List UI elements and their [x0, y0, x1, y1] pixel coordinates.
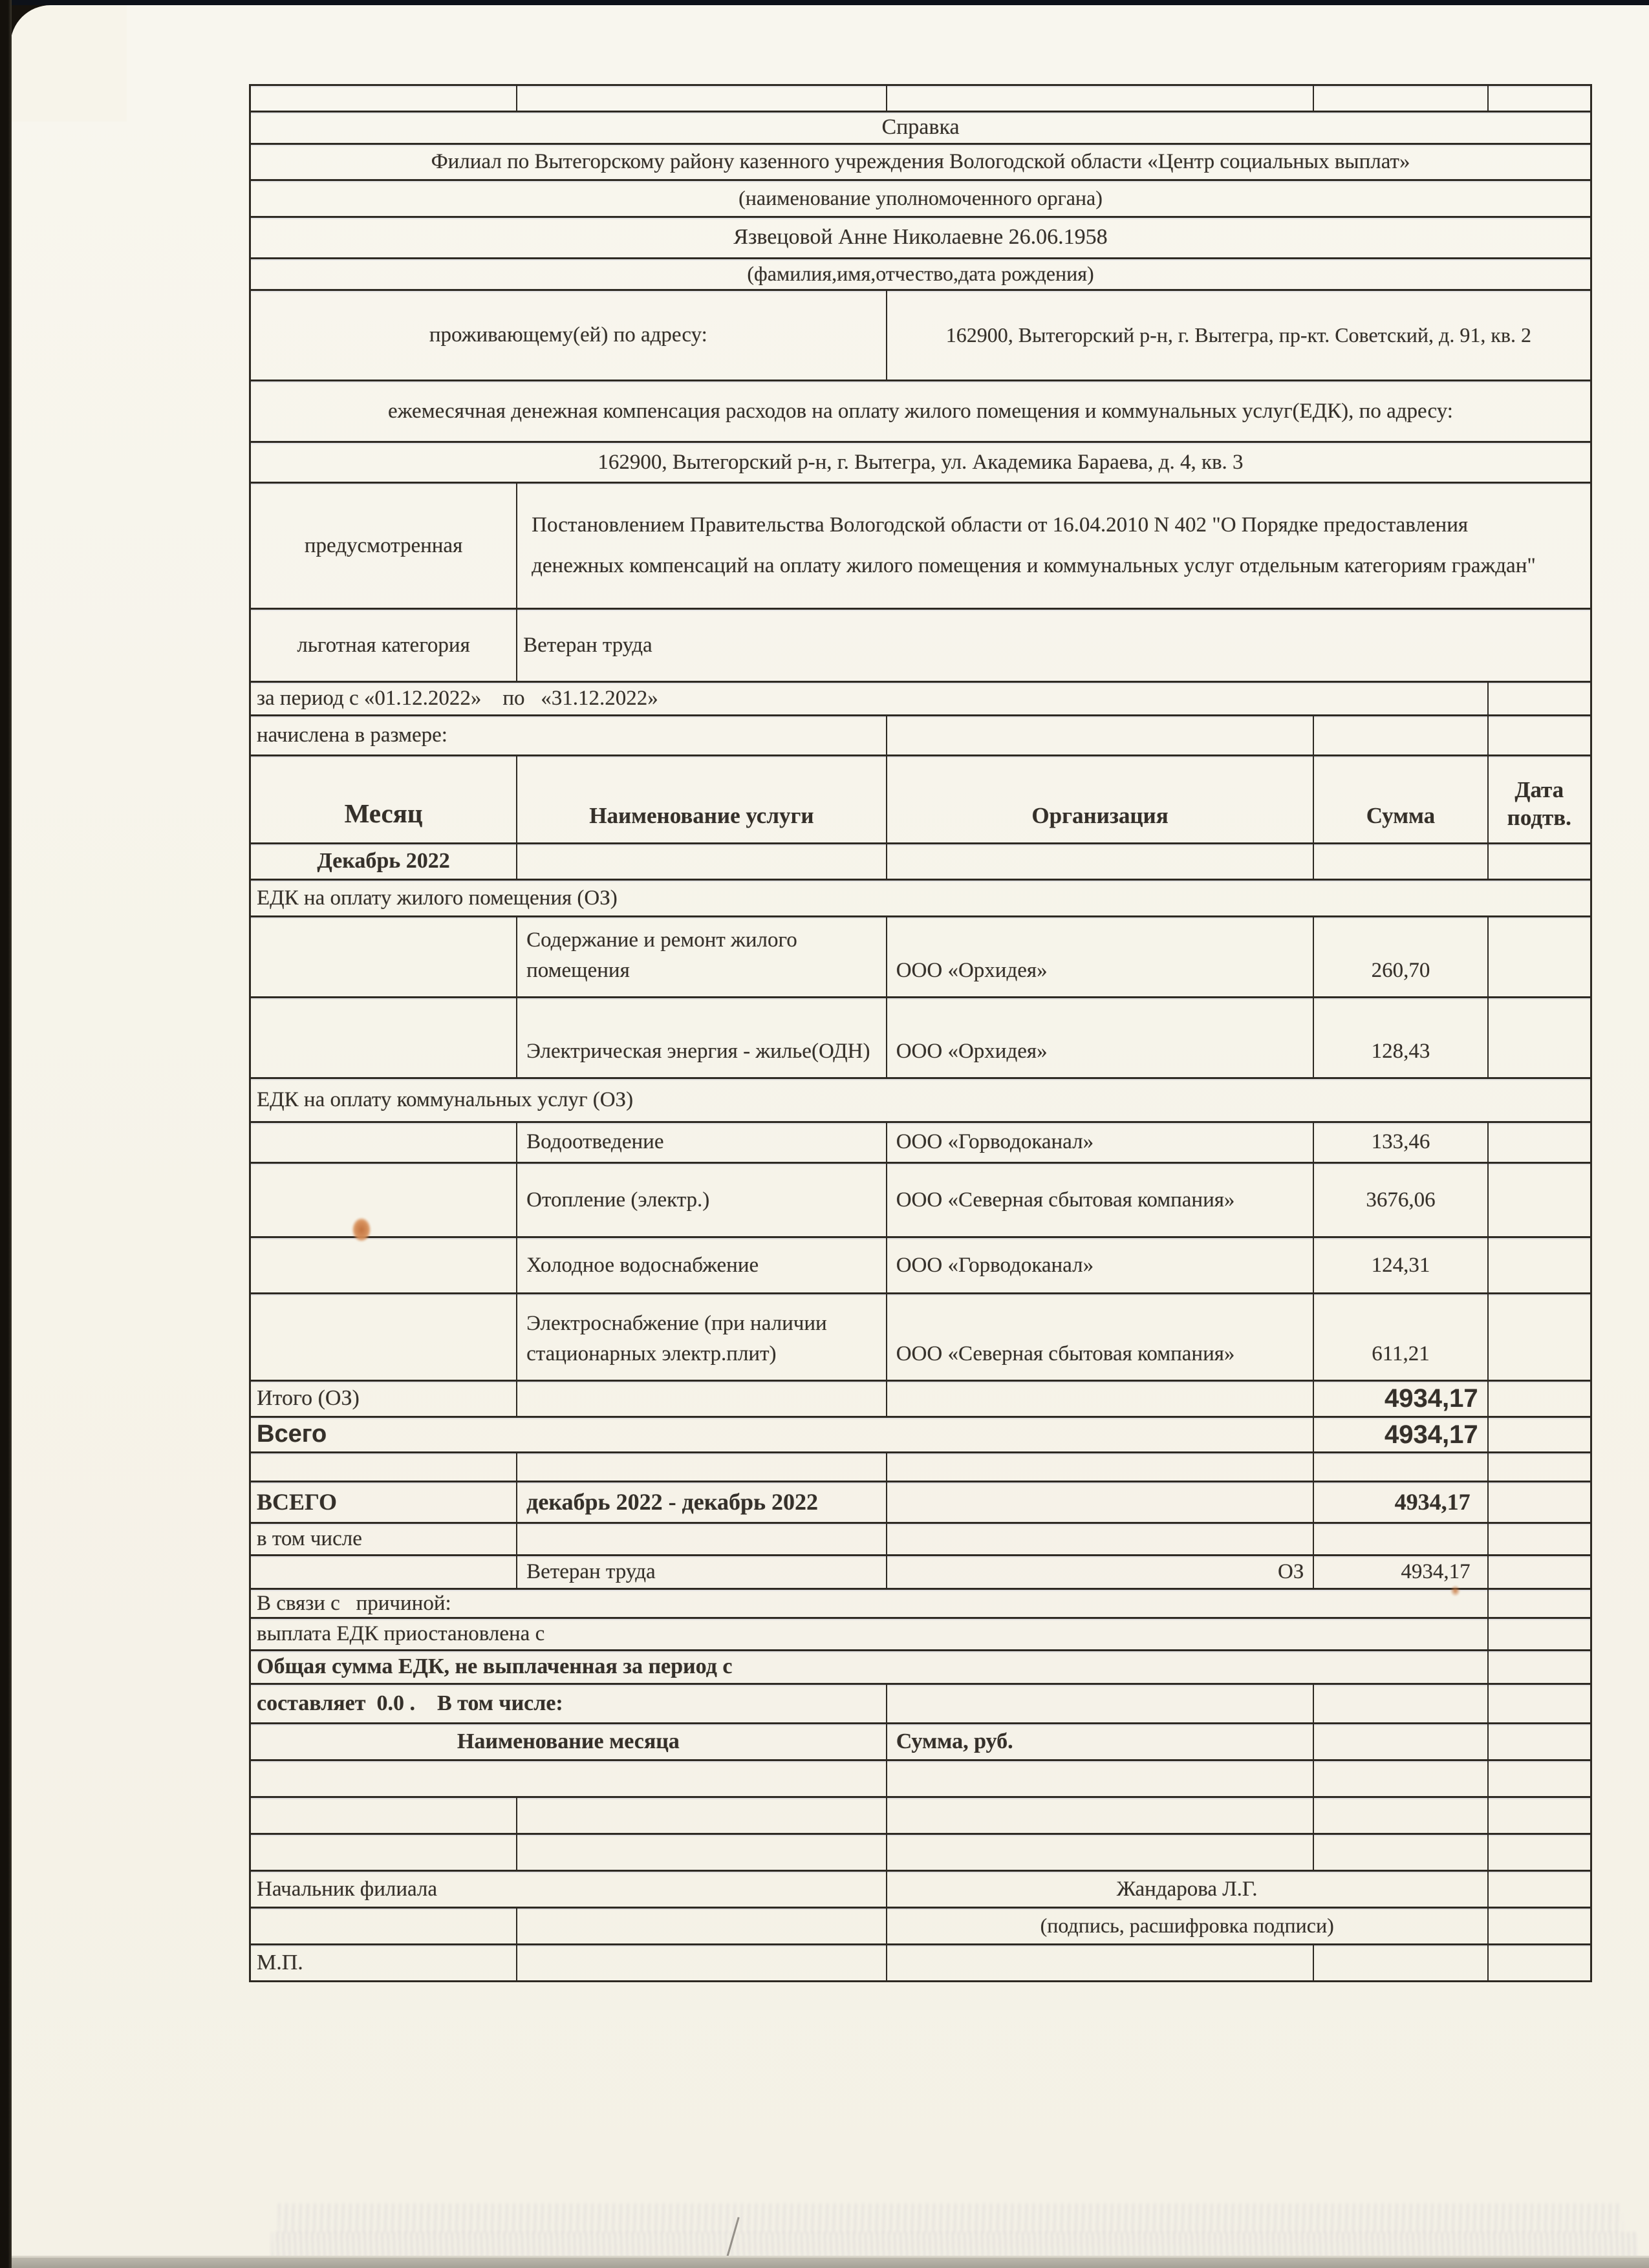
cell — [517, 1945, 887, 1980]
cell — [1489, 1872, 1590, 1907]
cell — [887, 1382, 1315, 1416]
organization-name: ООО «Горводоканал» — [887, 1238, 1315, 1292]
table-row — [251, 1798, 1590, 1835]
cell — [1489, 1685, 1590, 1722]
table-row — [251, 181, 1590, 218]
stamp-label: М.П. — [251, 1945, 517, 1980]
paper-corner — [10, 5, 127, 122]
cell — [251, 1909, 517, 1943]
cell — [1489, 1909, 1590, 1943]
table-row — [251, 484, 1590, 610]
table-row — [251, 291, 1590, 381]
cell — [517, 1382, 887, 1416]
category-name: Ветеран труда — [517, 1556, 887, 1588]
amounts-to-label: составляет 0.0 . В том числе: — [251, 1685, 887, 1722]
cell — [1489, 1556, 1590, 1588]
cell — [887, 1524, 1315, 1554]
cell — [1489, 1164, 1590, 1236]
section-utilities: ЕДК на оплату коммунальных услуг (ОЗ) — [257, 1088, 634, 1112]
cell — [517, 1453, 887, 1481]
cell — [1489, 1651, 1590, 1683]
paper-stain — [352, 1218, 371, 1241]
total-value: 4934,17 — [1314, 1418, 1488, 1451]
benefit-category-label: льготная категория — [251, 610, 517, 681]
org-caption: (наименование уполномоченного органа) — [738, 186, 1103, 210]
table-row — [251, 716, 1590, 756]
amount-value: 124,31 — [1314, 1238, 1488, 1292]
grand-total-period: декабрь 2022 - декабрь 2022 — [517, 1482, 887, 1522]
cell — [1489, 1238, 1590, 1292]
cell — [1489, 86, 1590, 111]
cell — [251, 1798, 517, 1833]
service-row — [251, 1164, 1590, 1238]
cell — [1489, 917, 1590, 996]
cell — [251, 1761, 887, 1796]
signature-row — [251, 1872, 1590, 1909]
service-name: Электроснабжение (при наличии стационарных электр.плит) — [517, 1294, 887, 1380]
paper-stain — [1450, 1585, 1460, 1596]
cell — [1314, 86, 1488, 111]
reason-label: В связи с причиной: — [251, 1590, 1489, 1617]
legal-basis-text: Постановлением Правительства Вологодской области от 16.04.2010 N 402 "О Порядке предоставления денежных компенсаций на оплату жилого помещения и коммунальных услуг отдельным категориям граждан" — [532, 513, 1536, 577]
cell — [517, 1524, 887, 1554]
cell — [1489, 1524, 1590, 1554]
recipient-caption: (фамилия,имя,отчество,дата рождения) — [747, 262, 1094, 286]
total-row — [251, 1418, 1590, 1453]
benefit-category-value: Ветеран труда — [523, 633, 652, 657]
cell — [1314, 1798, 1488, 1833]
service-row — [251, 1123, 1590, 1164]
col-header-service: Наименование услуги — [517, 756, 887, 842]
section-row — [251, 881, 1590, 917]
subtotal-row — [251, 1382, 1590, 1418]
table-row — [251, 610, 1590, 683]
cell — [1489, 1619, 1590, 1649]
table-row — [251, 1835, 1590, 1872]
ink-bleed-through — [278, 2203, 1623, 2233]
cell — [251, 1556, 517, 1588]
cell — [1489, 844, 1590, 879]
legal-basis-label: предусмотренная — [251, 484, 517, 608]
cell — [887, 716, 1315, 754]
category-amount: 4934,17 — [1314, 1556, 1488, 1588]
cell — [887, 1453, 1315, 1481]
cell — [517, 86, 887, 111]
cell — [1314, 1685, 1488, 1722]
scan-edge-bottom — [0, 2258, 1649, 2268]
section-row — [251, 1079, 1590, 1123]
organization-name: ООО «Северная сбытовая компания» — [887, 1294, 1315, 1380]
table-row — [251, 112, 1590, 145]
oz-code: ОЗ — [887, 1556, 1315, 1588]
cell — [1489, 683, 1590, 714]
cell — [1314, 1524, 1488, 1554]
service-name: Холодное водоснабжение — [517, 1238, 887, 1292]
grand-total-value: 4934,17 — [1314, 1482, 1488, 1522]
benefit-address: 162900, Вытегорский р-н, г. Вытегра, ул. Академика Бараева, д. 4, кв. 3 — [598, 450, 1244, 474]
benefit-description: ежемесячная денежная компенсация расходов на оплату жилого помещения и коммунальных услуг(ЕДК), по адресу: — [388, 399, 1453, 423]
unpaid-sum-label: Общая сумма ЕДК, не выплаченная за период с — [251, 1651, 1489, 1683]
cell — [251, 1453, 517, 1481]
cell — [1489, 1294, 1590, 1380]
service-name: Содержание и ремонт жилого помещения — [517, 917, 887, 996]
col-header-amount: Сумма — [1314, 756, 1488, 842]
table-row — [251, 1524, 1590, 1556]
cell — [887, 1482, 1315, 1522]
table-row — [251, 1651, 1590, 1685]
amount-value: 611,21 — [1314, 1294, 1488, 1380]
amount-value: 128,43 — [1314, 998, 1488, 1077]
cell — [517, 1798, 887, 1833]
cell — [1489, 1945, 1590, 1980]
cell — [887, 844, 1315, 879]
col-header-organization: Организация — [887, 756, 1315, 842]
grand-total-label: ВСЕГО — [251, 1482, 517, 1522]
col-header-month: Месяц — [251, 756, 517, 842]
cell — [1314, 1945, 1488, 1980]
table-row — [251, 381, 1590, 443]
cell — [251, 1238, 517, 1292]
table-row — [251, 259, 1590, 291]
suspended-label: выплата ЕДК приостановлена с — [251, 1619, 1489, 1649]
including-label: в том числе — [251, 1524, 517, 1554]
service-name: Электрическая энергия - жилье(ОДН) — [517, 998, 887, 1077]
table-row — [251, 443, 1590, 484]
amount-value: 260,70 — [1314, 917, 1488, 996]
residence-label: проживающему(ей) по адресу: — [251, 291, 887, 380]
table-row — [251, 844, 1590, 881]
category-row — [251, 1556, 1590, 1590]
cell — [1314, 1724, 1488, 1759]
table-row — [251, 86, 1590, 112]
residence-address: 162900, Вытегорский р-н, г. Вытегра, пр-кт. Советский, д. 91, кв. 2 — [945, 323, 1531, 347]
period-text: за период с «01.12.2022» по «31.12.2022» — [251, 683, 1489, 714]
cell — [251, 1835, 517, 1870]
table-row — [251, 1590, 1590, 1619]
table-row — [251, 1909, 1590, 1945]
service-name: Отопление (электр.) — [517, 1164, 887, 1236]
cell — [887, 86, 1315, 111]
table-row — [251, 218, 1590, 259]
month-name-header: Наименование месяца — [251, 1724, 887, 1759]
cell — [1489, 1835, 1590, 1870]
table-row — [251, 1724, 1590, 1761]
cell — [1314, 1835, 1488, 1870]
cell — [517, 844, 887, 879]
cell — [251, 1164, 517, 1236]
accrued-label: начислена в размере: — [251, 716, 887, 754]
organization-name: ООО «Горводоканал» — [887, 1123, 1315, 1162]
cell — [251, 86, 517, 111]
service-name: Водоотведение — [517, 1123, 887, 1162]
organization-name: ООО «Северная сбытовая компания» — [887, 1164, 1315, 1236]
cell — [1489, 716, 1590, 754]
signatory-title: Начальник филиала — [251, 1872, 887, 1907]
organization-name: ООО «Орхидея» — [887, 917, 1315, 996]
scan-edge-top — [0, 0, 1649, 5]
cell — [1489, 1482, 1590, 1522]
doc-title: Справка — [881, 115, 960, 140]
cell — [1489, 1761, 1590, 1796]
section-housing: ЕДК на оплату жилого помещения (ОЗ) — [257, 886, 618, 910]
subtotal-label: Итого (ОЗ) — [251, 1382, 517, 1416]
service-row — [251, 1238, 1590, 1294]
cell — [887, 1798, 1315, 1833]
cell — [251, 998, 517, 1077]
amount-value: 133,46 — [1314, 1123, 1488, 1162]
cell — [887, 1835, 1315, 1870]
recipient-name: Язвецовой Анне Николаевне 26.06.1958 — [733, 225, 1108, 250]
table-row — [251, 1761, 1590, 1798]
month-value: Декабрь 2022 — [251, 844, 517, 879]
cell — [1489, 1382, 1590, 1416]
signature-caption: (подпись, расшифровка подписи) — [887, 1909, 1489, 1943]
subtotal-value: 4934,17 — [1314, 1382, 1488, 1416]
service-row — [251, 917, 1590, 998]
cell — [1314, 1453, 1488, 1481]
table-row — [251, 1685, 1590, 1724]
certificate-table — [249, 84, 1592, 1982]
cell — [1314, 844, 1488, 879]
table-row — [251, 145, 1590, 181]
cell — [517, 1835, 887, 1870]
service-row — [251, 1294, 1590, 1382]
table-row — [251, 1945, 1590, 1982]
total-label: Всего — [251, 1418, 1314, 1451]
grand-total-row — [251, 1482, 1590, 1524]
cell — [1314, 716, 1488, 754]
cell — [517, 1909, 887, 1943]
sum-rub-header: Сумма, руб. — [887, 1724, 1315, 1759]
table-row — [251, 1453, 1590, 1482]
table-row — [251, 1619, 1590, 1651]
cell — [251, 1294, 517, 1380]
table-header-row — [251, 756, 1590, 844]
cell — [1314, 1761, 1488, 1796]
scan-edge-left — [0, 0, 12, 2268]
cell — [1489, 1724, 1590, 1759]
cell — [1489, 1798, 1590, 1833]
cell — [1489, 1590, 1590, 1617]
signatory-name: Жандарова Л.Г. — [887, 1872, 1489, 1907]
service-row — [251, 998, 1590, 1079]
cell — [887, 1685, 1315, 1722]
col-header-confirm-date: Дата подтв. — [1507, 776, 1571, 831]
organization-name: ООО «Орхидея» — [887, 998, 1315, 1077]
table-row — [251, 683, 1590, 716]
cell — [1489, 1123, 1590, 1162]
cell — [1489, 998, 1590, 1077]
cell — [887, 1945, 1315, 1980]
amount-value: 3676,06 — [1314, 1164, 1488, 1236]
cell — [251, 1123, 517, 1162]
cell — [887, 1761, 1315, 1796]
cell — [1489, 1453, 1590, 1481]
issuing-org: Филиал по Вытегорскому району казенного учреждения Вологодской области «Центр социальных выплат» — [431, 150, 1410, 174]
cell — [251, 917, 517, 996]
cell — [1489, 1418, 1590, 1451]
